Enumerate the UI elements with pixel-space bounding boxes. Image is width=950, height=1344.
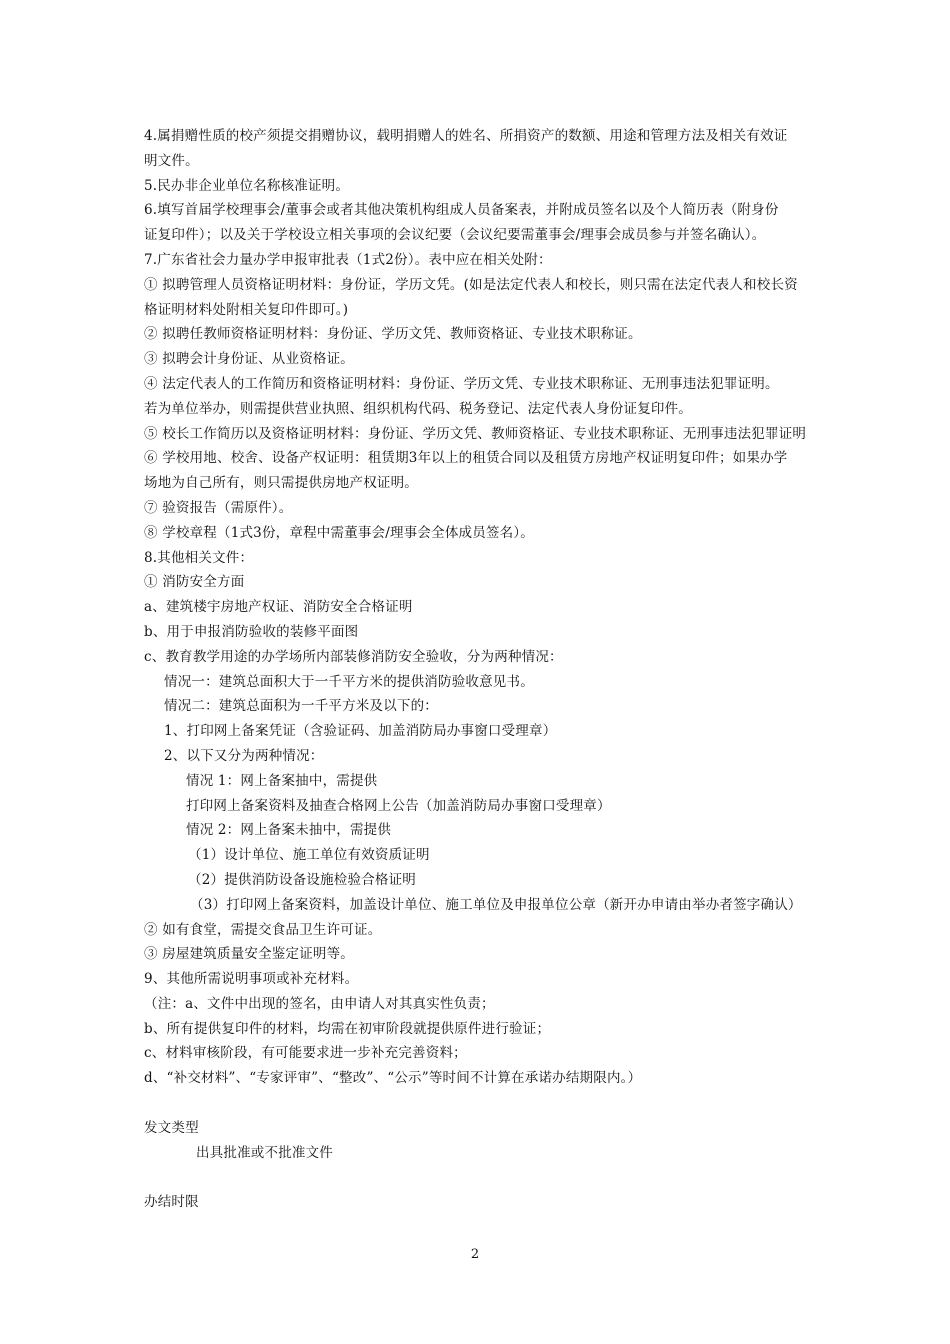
deadline-label: 办结时限 (144, 1194, 199, 1211)
text-line: ② 如有食堂，需提交食品卫生许可证。 (144, 921, 382, 938)
text-line: 2、以下又分为两种情况： (164, 747, 324, 764)
text-line: 场地为自己所有，则只需提供房地产权证明。 (144, 475, 418, 492)
text-line: b、用于申报消防验收的装修平面图 (144, 623, 359, 640)
text-line: 情况 2：网上备案未抽中，需提供 (186, 822, 392, 839)
page-number: 2 (470, 1247, 480, 1262)
text-line: （3）打印网上备案资料，加盖设计单位、施工单位及申报单位公章（新开办申请由举办者签字确认） (190, 896, 802, 913)
text-line: 若为单位举办，则需提供营业执照、组织机构代码、税务登记、法定代表人身份证复印件。 (144, 400, 692, 417)
text-line: 6.填写首届学校理事会/董事会或者其他决策机构组成人员备案表，并附成员签名以及个人简历表（附身份 (144, 202, 779, 219)
text-line: 情况 1：网上备案抽中，需提供 (186, 772, 378, 789)
text-line: 情况一：建筑总面积大于一千平方米的提供消防验收意见书。 (164, 673, 534, 690)
text-line: 9、其他所需说明事项或补充材料。 (144, 971, 359, 988)
text-line: 情况二：建筑总面积为一千平方米及以下的： (164, 698, 438, 715)
text-line: c、材料审核阶段，有可能要求进一步补充完善资料； (144, 1045, 467, 1062)
text-line: ② 拟聘任教师资格证明材料：身份证、学历文凭、教师资格证、专业技术职称证。 (144, 326, 642, 343)
text-line: 4.属捐赠性质的校产须提交捐赠协议，载明捐赠人的姓名、所捐资产的数额、用途和管理方法及相关有效证 (144, 128, 788, 144)
text-line: ① 消防安全方面 (144, 574, 245, 591)
text-line: ③ 房屋建筑质量安全鉴定证明等。 (144, 946, 354, 963)
text-line: 打印网上备案资料及抽查合格网上公告（加盖消防局办事窗口受理章） (186, 797, 611, 814)
text-line: ⑧ 学校章程（1式3份，章程中需董事会/理事会全体成员签名）。 (144, 524, 534, 541)
text-line: 格证明材料处附相关复印件即可。) (144, 301, 349, 318)
text-line: （注：a、文件中出现的签名，由申请人对其真实性负责； (144, 995, 495, 1012)
text-line: b、所有提供复印件的材料，均需在初审阶段就提供原件进行验证； (144, 1020, 551, 1037)
text-line: 1、打印网上备案凭证（含验证码、加盖消防局办事窗口受理章） (164, 723, 557, 740)
text-line: ④ 法定代表人的工作简历和资格证明材料：身份证、学历文凭、专业技术职称证、无刑事违法犯罪证明。 (144, 375, 779, 392)
text-line: （2）提供消防设备设施检验合格证明 (188, 871, 416, 888)
text-line: ③ 拟聘会计身份证、从业资格证。 (144, 351, 354, 368)
text-line: ① 拟聘管理人员资格证明材料：身份证，学历文凭。(如是法定代表人和校长，则只需在法定代表人和校长资 (144, 276, 798, 293)
issue-type-label: 发文类型 (144, 1119, 199, 1136)
text-line: a、建筑楼宇房地产权证、消防安全合格证明 (144, 599, 413, 616)
text-line: d、“补交材料”、“专家评审”、“整改”、“公示”等时间不计算在承诺办结期限内。） (144, 1070, 642, 1087)
paragraph-gap (144, 1165, 824, 1190)
text-line: 证复印件）；以及关于学校设立相关事项的会议纪要（会议纪要需董事会/理事会成员参与并签名确认）。 (144, 227, 766, 244)
text-line: c、教育教学用途的办学场所内部装修消防安全验收，分为两种情况： (144, 648, 563, 665)
text-line: 明文件。 (144, 152, 199, 169)
text-line: ⑥ 学校用地、校舍、设备产权证明：租赁期3年以上的租赁合同以及租赁方房地产权证明复印件；如果办学 (144, 450, 788, 467)
text-line: （1）设计单位、施工单位有效资质证明 (188, 847, 430, 864)
document-body (144, 124, 824, 1215)
text-line: 8.其他相关文件： (144, 549, 254, 566)
paragraph-gap (144, 1091, 824, 1116)
issue-type-value: 出具批准或不批准文件 (196, 1144, 333, 1161)
text-line: ⑦ 验资报告（需原件）。 (144, 499, 293, 516)
text-line: ⑤ 校长工作简历以及资格证明材料：身份证、学历文凭、教师资格证、专业技术职称证、无刑事违法犯罪证明 (144, 425, 807, 442)
text-line: 5.民办非企业单位名称核准证明。 (144, 177, 350, 194)
text-line: 7.广东省社会力量办学申报审批表（1式2份）。表中应在相关处附： (144, 251, 552, 268)
